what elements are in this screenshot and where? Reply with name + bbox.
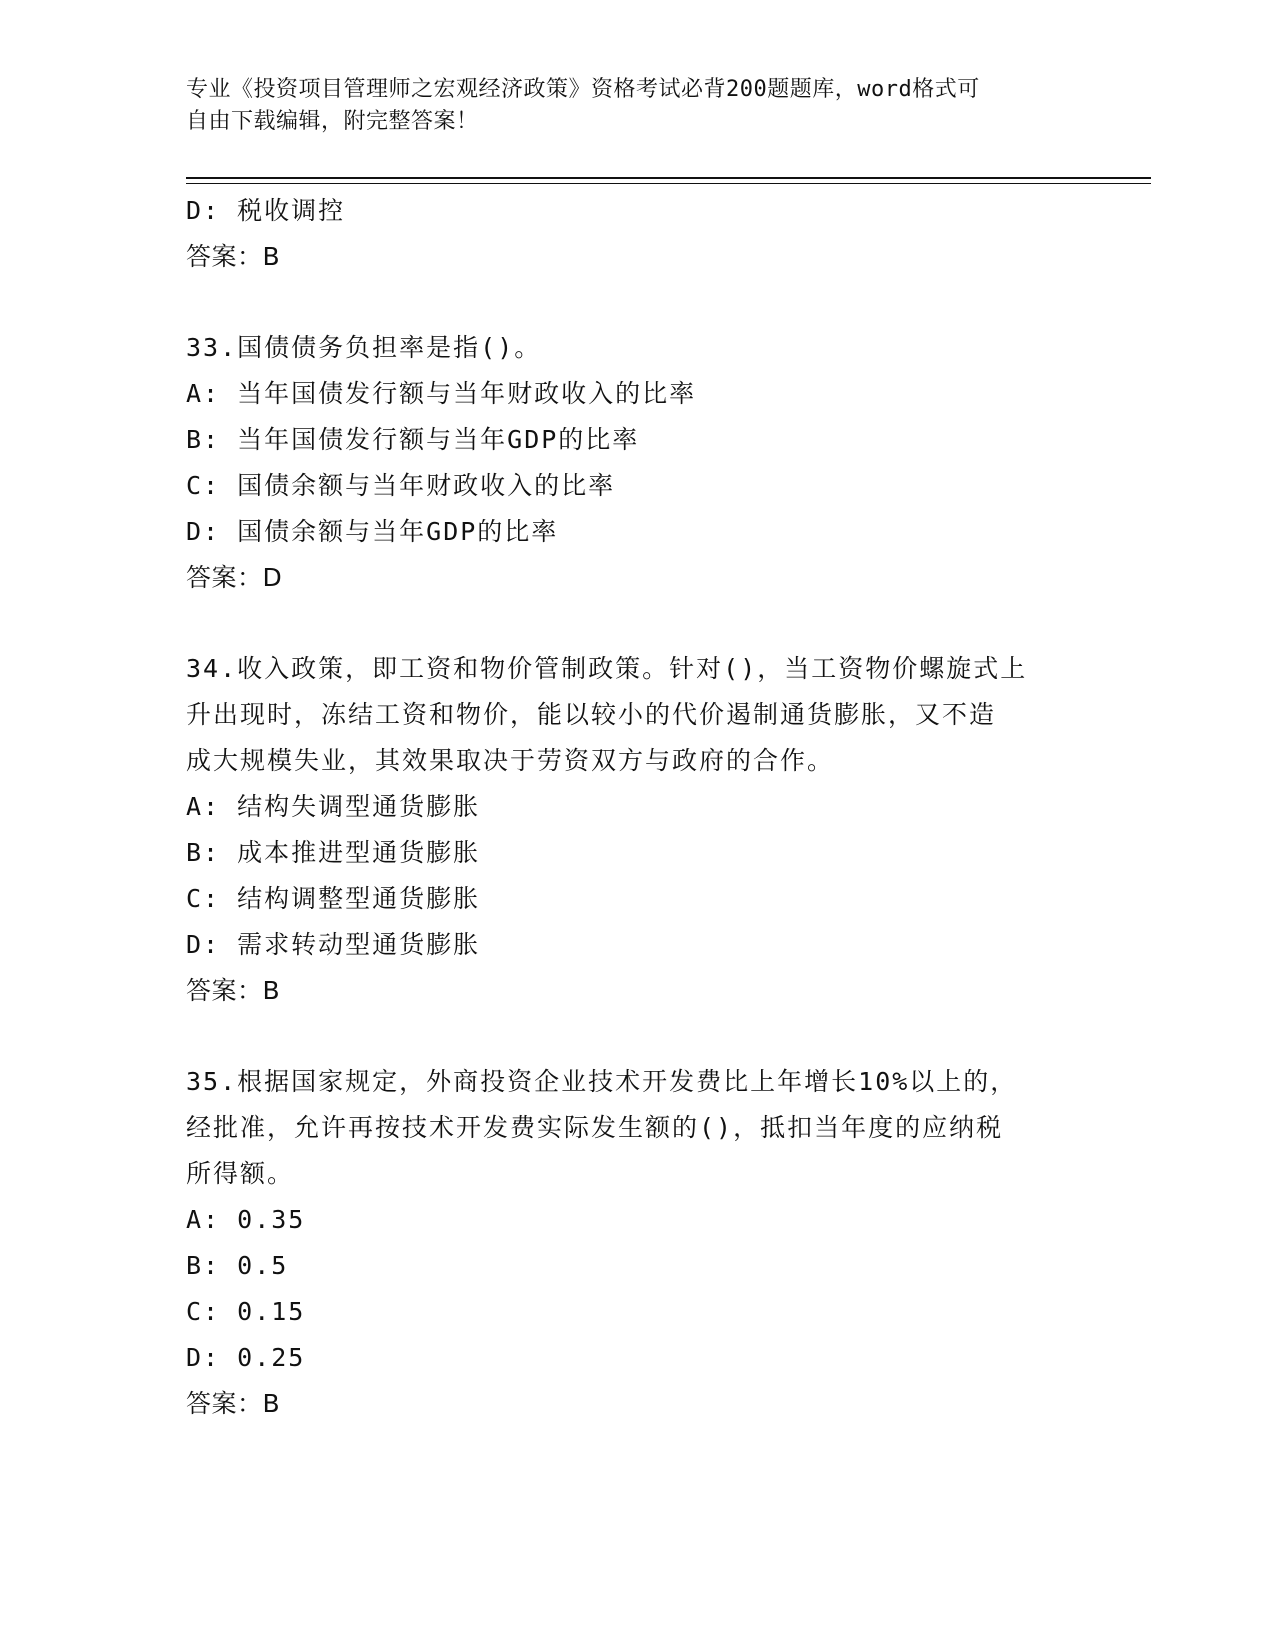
question-35-option-a: A: 0.35 [186, 1205, 306, 1234]
page-header [186, 74, 1066, 138]
header-line-2: 自由下载编辑，附完整答案！ [186, 109, 479, 134]
question-35-stem-line-1: 35.根据国家规定，外商投资企业技术开发费比上年增长10%以上的， [186, 1067, 1018, 1096]
spacer [186, 280, 1086, 325]
question-35 [186, 1059, 1086, 1427]
question-34 [186, 646, 1086, 1014]
question-33-option-a: A: 当年国债发行额与当年财政收入的比率 [186, 379, 697, 408]
question-35-stem-line-3: 所得额。 [186, 1159, 295, 1188]
question-33-option-d: D: 国债余额与当年GDP的比率 [186, 517, 559, 546]
header-rule-thin [186, 183, 1151, 184]
question-35-stem-line-2: 经批准，允许再按技术开发费实际发生额的()，抵扣当年度的应纳税 [186, 1113, 1004, 1142]
header-rule-thick [186, 177, 1151, 179]
question-33-answer: 答案：D [186, 563, 283, 592]
question-34-option-d: D: 需求转动型通货膨胀 [186, 930, 481, 959]
question-33-stem: 33.国债债务负担率是指()。 [186, 333, 542, 362]
question-35-option-d: D: 0.25 [186, 1343, 306, 1372]
question-35-option-c: C: 0.15 [186, 1297, 306, 1326]
question-34-answer: 答案：B [186, 976, 281, 1005]
spacer [186, 1014, 1086, 1059]
question-list [186, 188, 1086, 1427]
prev-answer: 答案：B [186, 242, 281, 271]
question-34-option-a: A: 结构失调型通货膨胀 [186, 792, 481, 821]
prev-option-d: D: 税收调控 [186, 196, 346, 225]
question-34-stem-line-3: 成大规模失业，其效果取决于劳资双方与政府的合作。 [186, 746, 835, 775]
header-line-1: 专业《投资项目管理师之宏观经济政策》资格考试必背200题题库，word格式可 [186, 77, 980, 102]
question-35-answer: 答案：B [186, 1389, 281, 1418]
question-33 [186, 325, 1086, 601]
spacer [186, 601, 1086, 646]
question-33-option-b: B: 当年国债发行额与当年GDP的比率 [186, 425, 640, 454]
question-35-option-b: B: 0.5 [186, 1251, 289, 1280]
question-34-option-c: C: 结构调整型通货膨胀 [186, 884, 481, 913]
question-34-stem-line-2: 升出现时，冻结工资和物价，能以较小的代价遏制通货膨胀，又不造 [186, 700, 997, 729]
question-33-option-c: C: 国债余额与当年财政收入的比率 [186, 471, 616, 500]
question-34-stem-line-1: 34.收入政策，即工资和物价管制政策。针对()，当工资物价螺旋式上 [186, 654, 1028, 683]
question-34-option-b: B: 成本推进型通货膨胀 [186, 838, 481, 867]
